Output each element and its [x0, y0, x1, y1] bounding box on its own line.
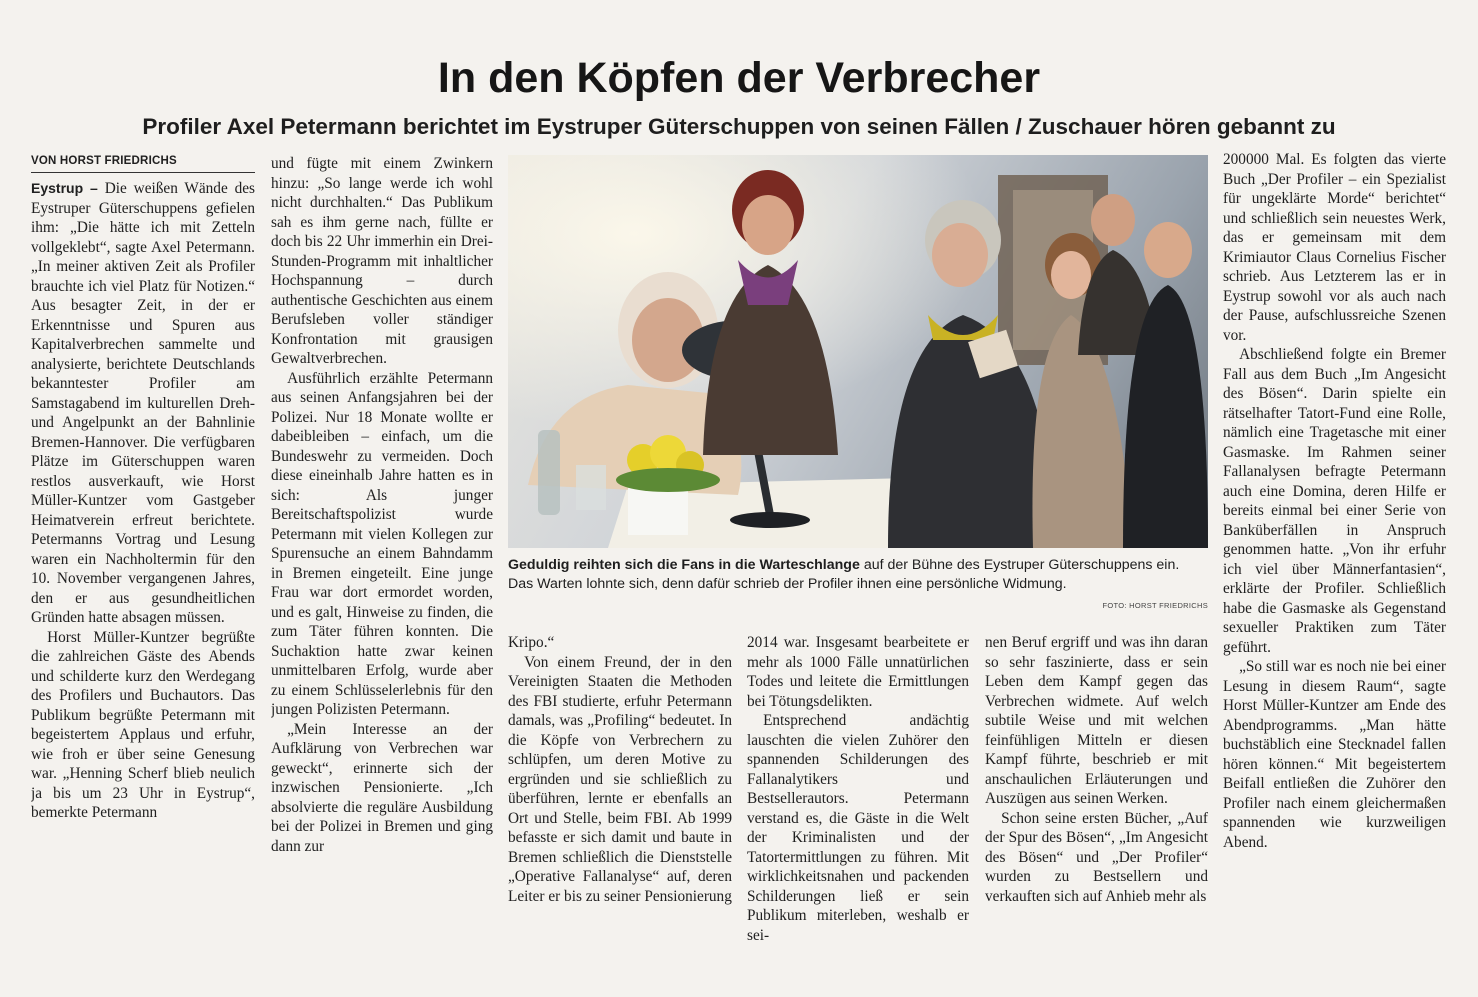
- article-column-1: [31, 154, 255, 964]
- paragraph: Kripo.“: [508, 634, 555, 651]
- paragraph: Von einem Freund, der in den Vereinigten Staaten die Methoden des FBI studierte, erfuhr Petermann damals, was „Profiling“ bedeutet. In die Köpfe von Verbrechern zu schlüpfen, um deren Motive zu ergründen und sie schließlich zu überführen, lernte er ebenfalls an Ort und Stelle, beim FBI. Ab 1999 befasste er sich damit und baute in Bremen schließlich die Dienststelle „Operative Fallanalyse“ auf, deren Leiter er bis zu seiner Pensionierung: [508, 653, 732, 905]
- article-column-6: [1223, 150, 1446, 964]
- article-column-4: [747, 633, 969, 964]
- subheadline: Profiler Axel Petermann berichtet im Eystruper Güterschuppen von seinen Fällen / Zuschauer hören gebannt zu: [142, 114, 1336, 139]
- paragraph: 200000 Mal. Es folgten das vierte Buch „Der Profiler – ein Spezialist für ungeklärte Morde“ berichtet“ und schließlich sein neuestes Werk, das er gemeinsam mit dem Krimiautor Claus Cornelius Fischer schrieb. Aus Letzterem las er in Eystrup sowohl vor als auch nach der Pause, aufschlussreiche Szenen vor.: [1223, 151, 1446, 344]
- paragraph: „Mein Interesse an der Aufklärung von Verbrechen war geweckt“, erinnerte sich der inzwischen Pensionierte. „Ich absolvierte die reguläre Ausbildung bei der Polizei in Bremen und ging dann zur: [271, 720, 493, 855]
- paragraph: Ausführlich erzählte Petermann aus seinen Anfangsjahren bei der Polizei. Nur 18 Monate wollte er dabeibleiben – einfach, um die Bundeswehr zu vermeiden. Doch diese eineinhalb Jahre hatten es in sich: Als junger Bereitschaftspolizist wurde Petermann mit vielen Kollegen zur Spurensuche an einem Bahndamm in Bremen eingeteilt. Eine junge Frau war dort ermordet worden, und es galt, Hinweise zu finden, die zum Täter führen konnten. Die Suchaktion hatte zwar keinen unmittelbaren Erfolg, wurde aber zu einem Schlüsselerlebnis für den jungen Polizisten Petermann.: [271, 369, 493, 718]
- photo-illustration: [508, 155, 1208, 548]
- paragraph: Horst Müller-Kuntzer begrüßte die zahlreichen Gäste des Abends und schilderte kurz den Werdegang des Profilers und Buchautors. Das Publikum begrüßte Petermann mit begeistertem Applaus und erfuhr, wie froh er über seine Genesung war. „Henning Scherf blieb neulich ja bis um 23 Uhr in Eystrup“, bemerkte Petermann: [31, 628, 255, 821]
- paragraph: 2014 war. Insgesamt bearbeitete er mehr als 1000 Fälle unnatürlichen Todes und leitete die Ermittlungen bei Tötungsdelikten.: [747, 634, 969, 710]
- paragraph: und fügte mit einem Zwinkern hinzu: „So lange werde ich wohl nicht durchhalten.“ Das Publikum sah es ihm gerne nach, füllte er doch bis 22 Uhr immerhin ein Drei-Stunden-Programm mit inhaltlicher Hochspannung – durch authentische Geschichten aus einem Berufsleben voller ständiger Konfrontation mit grausigen Gewaltverbrechen.: [271, 155, 493, 367]
- article-column-5: [985, 633, 1208, 964]
- photo-caption: [508, 556, 1208, 594]
- article-column-2: [271, 154, 493, 964]
- paragraph: nen Beruf ergriff und was ihn daran so sehr faszinierte, dass er sein Leben dem Kampf gegen das Verbrechen widmete. Auf welch subtile Weise und mit welchen feinfühligen Mitteln er diesen Kampf führte, beschrieb er mit anschaulichen Erläuterungen und Auszügen aus seinen Werken.: [985, 634, 1208, 807]
- article-column-3: [508, 633, 732, 964]
- paragraph: Schon seine ersten Bücher, „Auf der Spur des Bösen“, „Im Angesicht des Bösen“ und „Der Profiler“ wurden zu Bestsellern und verkauften sich auf Anhieb mehr als: [985, 809, 1208, 905]
- paragraph: „So still war es noch nie bei einer Lesung in diesem Raum“, sagte Horst Müller-Kuntzer am Ende des Abendprogramms. „Man hätte buchstäblich eine Stecknadel fallen hören können.“ Mit begeistertem Beifall entließen die Zuhörer den Profiler nach einem gleichermaßen spannenden wie kurzweiligen Abend.: [1223, 658, 1446, 851]
- paragraph: Die weißen Wände des Eystruper Güterschuppens gefielen ihm: „Die hätte ich mit Zetteln vollgeklebt“, sagte Axel Petermann. „In meiner aktiven Zeit als Profiler brauchte ich viel Platz für Notizen.“ Aus besagter Zeit, in der er Erkenntnisse und Spuren aus Kapitalverbrechen sammelte und analysierte, berichtete Deutschlands bekanntester Profiler am Samstagabend im kulturellen Dreh- und Angelpunkt an der Bahnlinie Bremen-Hannover. Die verfügbaren Plätze im Güterschuppen waren restlos ausverkauft, wie Horst Müller-Kuntzer vom Gastgeber Heimatverein erfreut berichtete. Petermanns Vortrag und Lesung waren ein Nachholtermin für den 10. November vergangenen Jahres, den er aus gesundheitlichen Gründen hatte absagen müssen.: [31, 180, 255, 626]
- caption-lead: Geduldig reihten sich die Fans in die Warteschlange: [508, 557, 860, 573]
- caption-text: auf der Bühne des Eystruper Güterschuppens ein. Das Warten lohnte sich, denn dafür schrieb der Profiler ihnen eine persönliche Widmung.: [508, 557, 1180, 592]
- byline: VON HORST FRIEDRICHS: [31, 154, 255, 173]
- dateline: Eystrup –: [31, 180, 98, 196]
- paragraph: Entsprechend andächtig lauschten die vielen Zuhörer den spannenden Schilderungen des Fallanalytikers und Bestsellerautors. Petermann verstand es, die Gäste in die Welt der Kriminalisten und der Tatortermittlungen zu führen. Mit wirklichkeitsnahen und packenden Schilderungen ließ er sein Publikum miterleben, weshalb er sei-: [747, 712, 969, 944]
- article-photo: [508, 155, 1208, 548]
- headline: In den Köpfen der Verbrecher: [437, 54, 1041, 102]
- paragraph: Abschließend folgte ein Bremer Fall aus dem Buch „Im Angesicht des Bösen“. Darin spielte ein rätselhafter Tatort-Fund eine Rolle, nämlich eine Tragetasche mit einer Gasmaske. Im Rahmen seiner Fallanalysen befragte Petermann auch eine Domina, deren Hilfe er bereits einmal bei einer Serie von Banküberfällen in Anspruch genommen hatte. „Von ihr erfuhr ich viel über Männerfantasien“, erklärte der Profiler. Schließlich habe die Gasmaske als Gegenstand sexueller Praktiken zum Täter geführt.: [1223, 346, 1446, 656]
- photo-credit: FOTO: HORST FRIEDRICHS: [1102, 601, 1208, 610]
